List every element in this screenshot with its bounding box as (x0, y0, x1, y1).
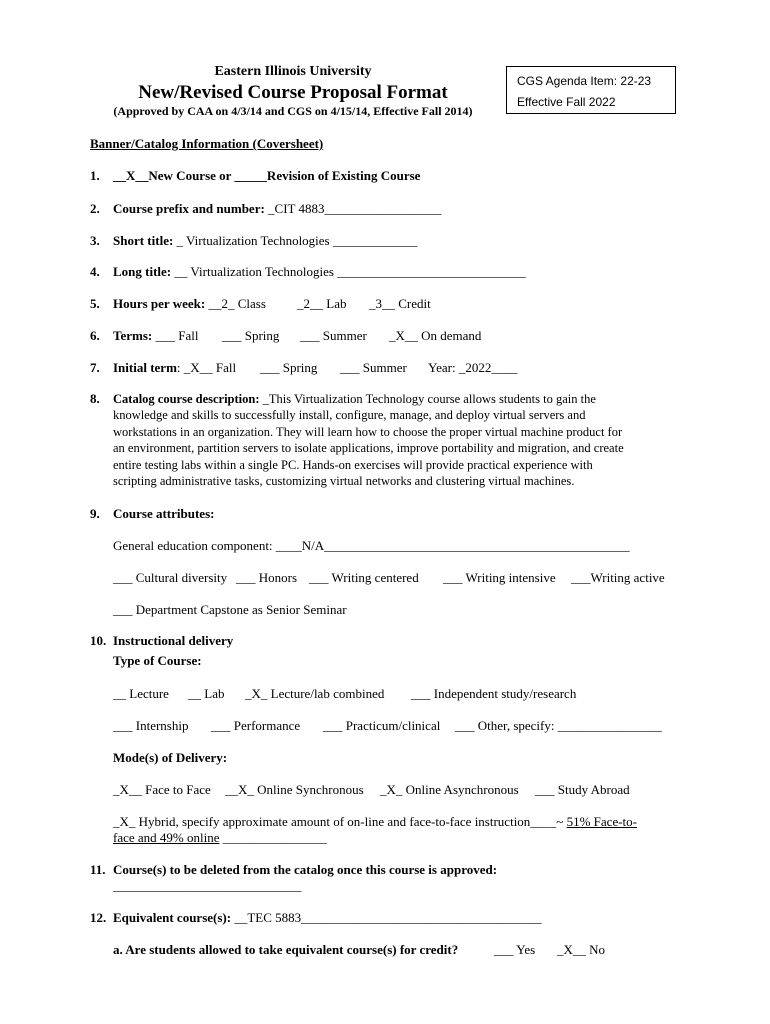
courses-to-delete-label: Course(s) to be deleted from the catalog once this course is approved: (113, 862, 498, 877)
agenda-item-box (506, 66, 676, 114)
item-7-number: 7. (90, 360, 100, 375)
item-1-number: 1. (90, 168, 100, 183)
item-2-number: 2. (90, 201, 100, 216)
catalog-description-line-4: an environment, partition servers to isolate applications, improve portability and migration, and create (113, 441, 624, 456)
catalog-description-line-6: scripting administrative tasks, customizing virtual networks and clustering virtual machines. (113, 474, 575, 489)
attr-writing-centered: ___ Writing centered (309, 570, 419, 585)
short-title-value: _ Virtualization Technologies _____________ (173, 233, 418, 248)
catalog-description-text-1: _This Virtualization Technology course allows students to gain the (259, 392, 596, 406)
course-prefix-value: _CIT 4883__________________ (264, 201, 442, 216)
equivalent-credit-no: _X__ No (557, 942, 606, 957)
hours-class: __2_ Class (205, 296, 266, 311)
attr-writing-intensive: ___ Writing intensive (443, 570, 556, 585)
university-name: Eastern Illinois University (214, 64, 372, 79)
terms-on-demand: _X__ On demand (389, 328, 482, 343)
initial-term-fall: : _X__ Fall (176, 360, 237, 375)
attr-writing-active: ___Writing active (571, 570, 665, 585)
mode-study-abroad: ___ Study Abroad (535, 782, 630, 797)
initial-term-year: Year: _2022____ (428, 360, 518, 375)
attr-dept-capstone: ___ Department Capstone as Senior Seminar (113, 602, 347, 617)
catalog-description-line-2: knowledge and skills to successfully install, configure, manage, and deploy virtual servers and (113, 408, 586, 423)
effective-term: Effective Fall 2022 (517, 95, 616, 109)
initial-term-line (113, 360, 236, 376)
catalog-description-label: Catalog course description: (113, 392, 260, 406)
type-lecture-lab-combined: _X_ Lecture/lab combined (245, 686, 385, 701)
mode-hybrid-split-b: face and 49% online (113, 830, 220, 845)
item-11-number: 11. (90, 862, 106, 877)
type-internship: ___ Internship (113, 718, 189, 733)
hours-credit: _3__ Credit (369, 296, 431, 311)
equivalent-courses-label: Equivalent course(s): (113, 910, 232, 925)
short-title-label: Short title: (113, 233, 174, 248)
courses-to-delete-blank: _____________________________ (113, 878, 302, 893)
item-4-number: 4. (90, 264, 100, 279)
item-12-number: 12. (90, 910, 107, 925)
initial-term-spring: ___ Spring (260, 360, 318, 375)
attr-cultural-diversity: ___ Cultural diversity (113, 570, 228, 585)
mode-hybrid-split-a: 51% Face-to- (566, 814, 637, 829)
hours-lab: _2__ Lab (297, 296, 347, 311)
type-independent-study: ___ Independent study/research (411, 686, 577, 701)
terms-summer: ___ Summer (300, 328, 367, 343)
attr-honors: ___ Honors (236, 570, 298, 585)
type-other: ___ Other, specify: ________________ (455, 718, 662, 733)
terms-fall: ___ Fall (152, 328, 199, 343)
mode-hybrid-blank: ________________ (219, 830, 327, 845)
catalog-description (113, 391, 688, 489)
form-title: New/Revised Course Proposal Format (138, 82, 448, 103)
item-8-number: 8. (90, 391, 100, 406)
catalog-description-line-5: entire testing labs within a single PC. Hands-on exercises will provide practical experience with (113, 457, 593, 472)
section-heading: Banner/Catalog Information (Coversheet) (90, 136, 324, 151)
course-prefix-label: Course prefix and number: (113, 201, 265, 216)
mode-hybrid-line-1 (113, 814, 637, 830)
item-10-number: 10. (90, 633, 107, 648)
terms-line (113, 328, 198, 344)
course-attributes-label: Course attributes: (113, 506, 215, 521)
mode-online-sync: __X_ Online Synchronous (225, 782, 364, 797)
initial-term-summer: ___ Summer (340, 360, 407, 375)
long-title-line (113, 264, 526, 280)
mode-face-to-face: _X__ Face to Face (113, 782, 211, 797)
new-or-revision: __X__New Course or _____Revision of Existing Course (113, 168, 421, 183)
type-lecture: __ Lecture (113, 686, 169, 701)
type-lab: __ Lab (188, 686, 225, 701)
approval-note: (Approved by CAA on 4/3/14 and CGS on 4/15/14, Effective Fall 2014) (113, 104, 473, 118)
type-performance: ___ Performance (211, 718, 301, 733)
mode-hybrid-line-2 (113, 830, 327, 846)
hours-line (113, 296, 266, 312)
item-5-number: 5. (90, 296, 100, 311)
terms-spring: ___ Spring (222, 328, 280, 343)
item-9-number: 9. (90, 506, 100, 521)
short-title-line (113, 233, 417, 249)
modes-of-delivery-label: Mode(s) of Delivery: (113, 750, 228, 765)
catalog-description-line-3: workstations in an organization. They will learn how to choose the proper virtual machine product for (113, 424, 623, 439)
equivalent-credit-yes: ___ Yes (494, 942, 536, 957)
hours-label: Hours per week: (113, 296, 206, 311)
item-3-number: 3. (90, 233, 100, 248)
equivalent-credit-question: a. Are students allowed to take equivalent course(s) for credit? (113, 942, 459, 957)
terms-label: Terms: (113, 328, 153, 343)
agenda-item-number: CGS Agenda Item: 22-23 (517, 74, 652, 88)
course-prefix-line (113, 201, 442, 217)
instructional-delivery-label: Instructional delivery (113, 633, 234, 648)
mode-hybrid-text: _X_ Hybrid, specify approximate amount of on-line and face-to-face instruction____~ (113, 814, 567, 829)
item-6-number: 6. (90, 328, 100, 343)
type-practicum: ___ Practicum/clinical (323, 718, 441, 733)
long-title-value: __ Virtualization Technologies _____________________________ (171, 264, 526, 279)
gen-ed-component: General education component: ____N/A_______________________________________________ (113, 538, 630, 553)
mode-online-async: _X_ Online Asynchronous (380, 782, 519, 797)
type-of-course-label: Type of Course: (113, 653, 202, 668)
equivalent-courses-line (113, 910, 542, 926)
equivalent-courses-value: __TEC 5883_____________________________________ (231, 910, 542, 925)
long-title-label: Long title: (113, 264, 172, 279)
catalog-description-line-1 (113, 391, 688, 407)
initial-term-label: Initial term (113, 360, 177, 375)
